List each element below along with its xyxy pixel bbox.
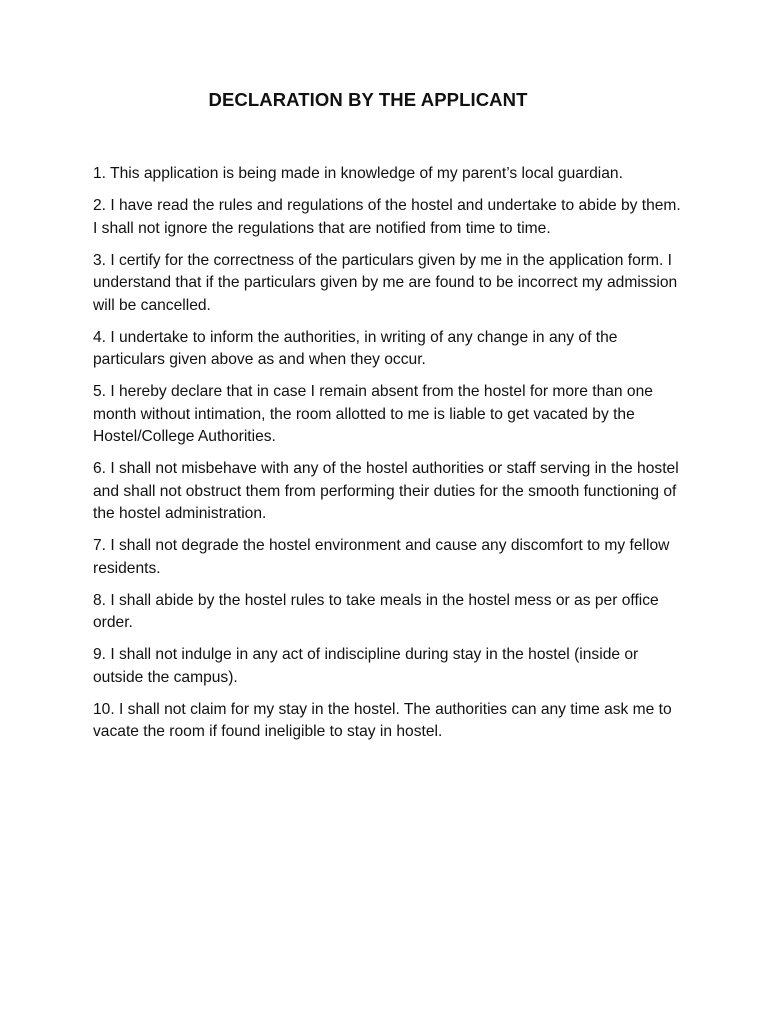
- declaration-item-8: 8. I shall abide by the hostel rules to take meals in the hostel mess or as per office order.: [93, 591, 659, 631]
- declaration-item-3: 3. I certify for the correctness of the particulars given by me in the application form. I understand that if the particulars given by me are found to be incorrect my admission will be cancelled.: [93, 251, 678, 314]
- declaration-item-1: 1. This application is being made in knowledge of my parent’s local guardian.: [93, 165, 623, 182]
- document-title: DECLARATION BY THE APPLICANT: [208, 89, 528, 110]
- declaration-item-10: 10. I shall not claim for my stay in the hostel. The authorities can any time ask me to vacate the room if found ineligible to stay in hostel.: [93, 700, 672, 740]
- declaration-item-7: 7. I shall not degrade the hostel environment and cause any discomfort to my fellow residents.: [93, 537, 670, 577]
- declaration-item-6: 6. I shall not misbehave with any of the hostel authorities or staff serving in the hostel and shall not obstruct them from performing their duties for the smooth functioning of the hostel administration.: [93, 460, 679, 522]
- declaration-item-2: 2. I have read the rules and regulations of the hostel and undertake to abide by them. I shall not ignore the regulations that are notified from time to time.: [93, 197, 681, 237]
- declaration-item-5: 5. I hereby declare that in case I remain absent from the hostel for more than one month without intimation, the room allotted to me is liable to get vacated by the Hostel/College Authorities.: [93, 383, 653, 445]
- declaration-item-4: 4. I undertake to inform the authorities, in writing of any change in any of the particulars given above as and when they occur.: [93, 328, 618, 368]
- declaration-item-9: 9. I shall not indulge in any act of indiscipline during stay in the hostel (inside or outside the campus).: [93, 646, 639, 686]
- declaration-list: [93, 163, 683, 753]
